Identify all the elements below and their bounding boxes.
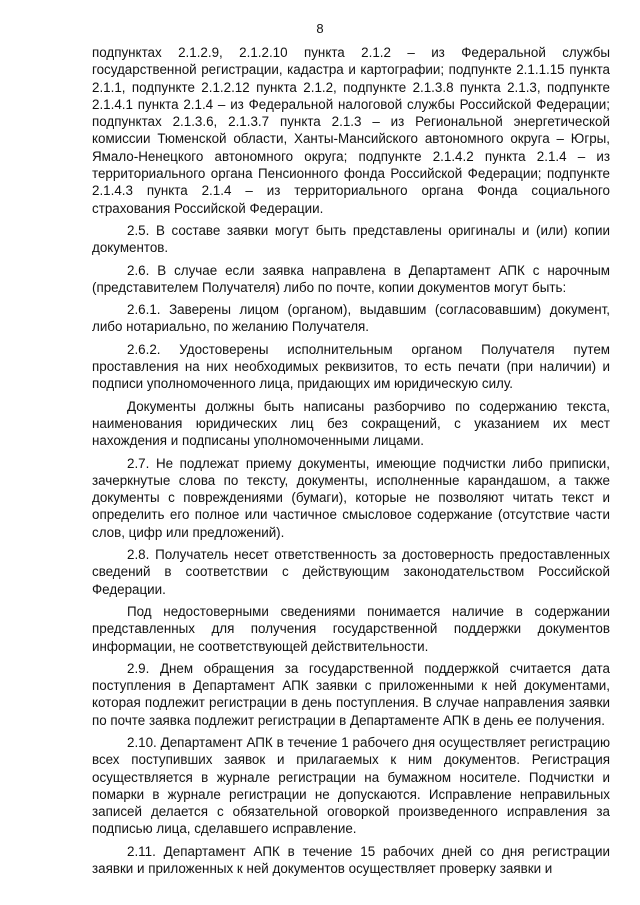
paragraph-2-8: 2.8. Получатель несет ответственность за достоверность предоставленных сведений в соответствии с действующим законодательством Российской Федерации. xyxy=(92,547,610,597)
paragraph-2-6-2: 2.6.2. Удостоверены исполнительным органом Получателя путем проставления на них необходимых реквизитов, то есть печати (при наличии) и подписи уполномоченного лица, придающих им юридическую силу. xyxy=(92,341,610,392)
paragraph-2-6: 2.6. В случае если заявка направлена в Департамент АПК с нарочным (представителем Получателя) либо по почте, копии документов могут быть: xyxy=(92,262,610,295)
paragraph-documents-requirements: Документы должны быть написаны разборчиво по содержанию текста, наименования юридических лиц без сокращений, с указанием их мест нахождения и подписаны уполномоченными лицами. xyxy=(92,398,610,449)
paragraph-2-10: 2.10. Департамент АПК в течение 1 рабочего дня осуществляет регистрацию всех поступивших заявок и прилагаемых к ним документов. Регистрация осуществляется в журнале регистрации на бумажном носителе. Подчистки и помарки в журнале регистрации не допускаются. Исправление неправильных записей делается с обязательной оговоркой произведенного исправления за подписью лица, сделавшего исправление. xyxy=(92,734,610,837)
paragraph-false-information: Под недостоверными сведениями понимается наличие в содержании представленных для получения государственной поддержки документов информации, не соответствующей действительности. xyxy=(92,603,610,654)
paragraph-2-6-1: 2.6.1. Заверены лицом (органом), выдавшим (согласовавшим) документ, либо нотариально, по желанию Получателя. xyxy=(92,302,610,335)
paragraph-sources-list: подпунктах 2.1.2.9, 2.1.2.10 пункта 2.1.2 – из Федеральной службы государственной регистрации, кадастра и картографии; подпункте 2.1.1.15 пункта 2.1.1, подпункте 2.1.2.12 пункта 2.1.2, подпункте 2.1.3.8 пункта 2.1.3, подпункте 2.1.4.1 пункта 2.1.4 – из Федеральной налоговой службы Российской Федерации; подпунктах 2.1.3.6, 2.1.3.7 пункта 2.1.3 – из Региональной энергетической комиссии Тюменской области, Ханты-Мансийского автономного округа – Югры, Ямало-Ненецкого автономного округа; подпункте 2.1.4.2 пункта 2.1.4 – из территориального органа Пенсионного фонда Российской Федерации; подпункте 2.1.4.3 пункта 2.1.4 – из территориального органа Фонда социального страхования Российской Федерации. xyxy=(92,45,610,216)
paragraph-2-7: 2.7. Не подлежат приему документы, имеющие подчистки либо приписки, зачеркнутые слова по тексту, документы, исполненные карандашом, а также документы с повреждениями (бумаги), которые не позволяют читать текст и определить его полное или частичное смысловое содержание (отсутствие части слов, цифр или предложений). xyxy=(92,455,610,540)
paragraph-2-9: 2.9. Днем обращения за государственной поддержкой считается дата поступления в Департамент АПК заявки с приложенными к ней документами, которая подлежит регистрации в день поступления. В случае направления заявки по почте заявка подлежит регистрации в Департаменте АПК в день ее получения. xyxy=(92,660,610,728)
document-body xyxy=(92,44,610,882)
paragraph-2-5: 2.5. В составе заявки могут быть представлены оригиналы и (или) копии документов. xyxy=(92,222,610,256)
paragraph-2-11: 2.11. Департамент АПК в течение 15 рабочих дней со дня регистрации заявки и приложенных к ней документов осуществляет проверку заявки и xyxy=(92,843,610,877)
page-number: 8 xyxy=(316,21,324,36)
